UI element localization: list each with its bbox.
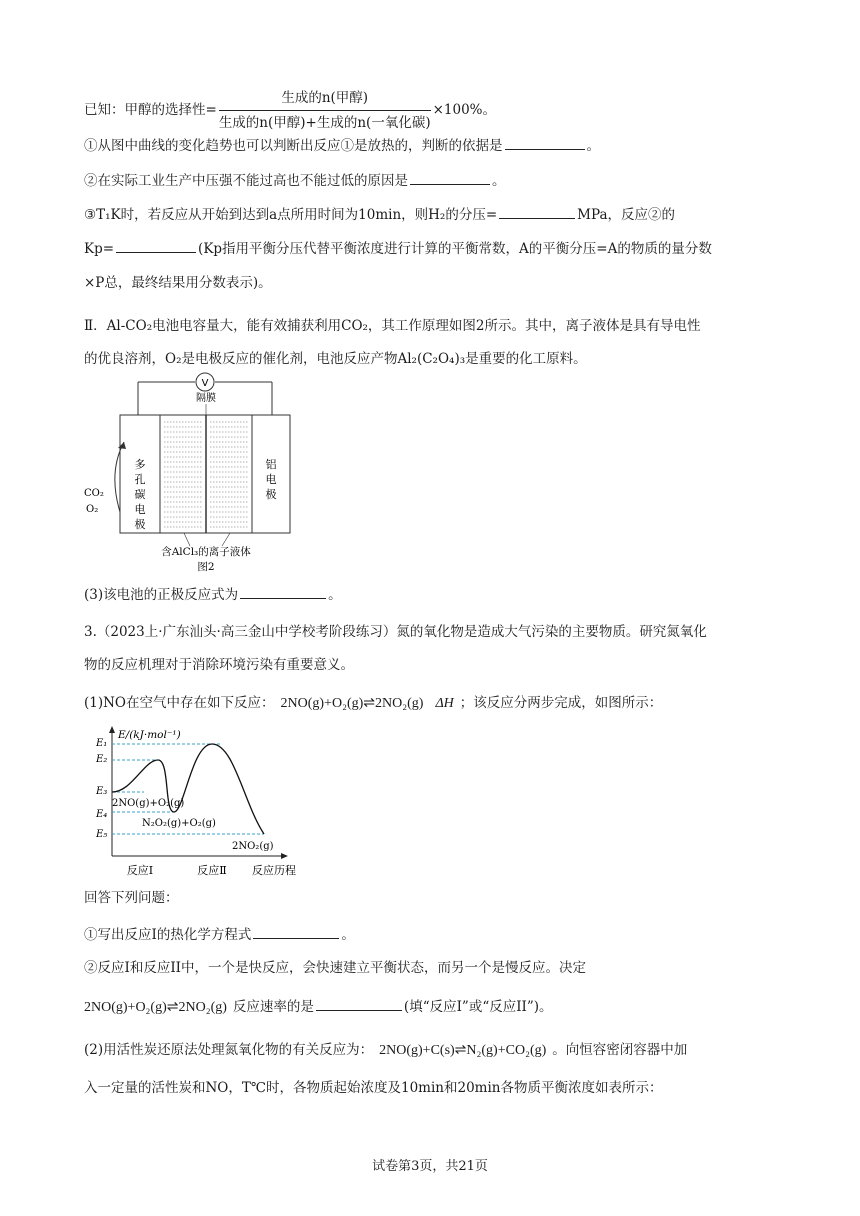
svg-text:多: 多 — [134, 458, 146, 471]
answer-blank[interactable] — [499, 204, 575, 219]
problem-3-part-2-cont: 入一定量的活性炭和NO，T℃时，各物质起始浓度及10min和20min各物质平衡浓度如表所示： — [84, 1080, 663, 1096]
answer-blank[interactable] — [116, 238, 196, 253]
question-3: ③T₁K时，若反应从开始到达到a点所用时间为10min，则H₂的分压= MPa，反应②的 — [84, 204, 675, 225]
svg-text:碳: 碳 — [134, 488, 146, 501]
problem-3-q2-cont: 2NO(g)+O₂(g)⇌2NO₂(g) 反应速率的是 (填“反应I”或“反应II”)。 — [84, 996, 553, 1018]
figure-caption: 图2 — [197, 561, 215, 573]
question-3-note: ×P总，最终结果用分数表示)。 — [84, 275, 272, 291]
x-label-reaction-2: 反应Ⅱ — [197, 864, 227, 877]
question-2: ②在实际工业生产中压强不能过高也不能过低的原因是 。 — [84, 170, 506, 191]
battery-diagram — [80, 372, 320, 577]
problem-3-part-1: (1)NO在空气中存在如下反应： 2NO(g)+O₂(g)⇌2NO₂(g) ΔH ；该反应分两步完成，如图所示： — [84, 695, 663, 711]
selectivity-fraction: $\frac{\text{生成的n(甲醇)}}{\text{生成的n(甲醇)+生成的n(一氧化碳)}}$ — [218, 90, 431, 131]
question-1: ①从图中曲线的变化趋势也可以判断出反应①是放热的，判断的依据是 。 — [84, 135, 600, 156]
svg-text:E₂: E₂ — [96, 754, 108, 765]
ionic-liquid-label: 含AlCl₃的离子液体 — [161, 546, 251, 558]
carbon-electrode-label — [135, 458, 146, 531]
co2-label: CO₂ — [84, 488, 104, 499]
answer-blank[interactable] — [240, 584, 326, 599]
svg-text:E₅: E₅ — [96, 829, 108, 840]
state-intermediate: N₂O₂(g)+O₂(g) — [142, 818, 216, 829]
answer-blank[interactable] — [410, 170, 490, 185]
problem-3-q1: ①写出反应I的热化学方程式 。 — [84, 924, 355, 945]
energy-level-labels — [95, 738, 107, 840]
svg-text:极: 极 — [265, 488, 277, 501]
page-footer: 试卷第3页，共21页 — [372, 1159, 488, 1174]
problem-3-part-2: (2)用活性炭还原法处理氮氧化物的有关反应为： 2NO(g)+C(s)⇌N₂(g)+CO₂(g) 。向恒容密闭容器中加 — [84, 1042, 688, 1058]
battery-question: (3)该电池的正极反应式为 。 — [84, 584, 342, 605]
answer-blank[interactable] — [316, 996, 402, 1011]
answer-blank[interactable] — [253, 924, 339, 939]
problem-3-title-cont: 物的反应机理对于消除环境污染有重要意义。 — [84, 657, 354, 673]
reaction-equation: 2NO(g)+O₂(g)⇌2NO₂(g) — [280, 696, 424, 711]
svg-text:E₃: E₃ — [96, 786, 108, 797]
voltmeter-label: V — [201, 378, 209, 389]
o2-label: O₂ — [86, 504, 99, 515]
energy-profile-diagram — [84, 724, 314, 884]
x-label-reaction-1: 反应Ⅰ — [126, 864, 154, 877]
reaction-equation: 2NO(g)+C(s)⇌N₂(g)+CO₂(g) — [379, 1043, 547, 1058]
known-formula: 已知：甲醇的选择性= $\frac{\text{生成的n(甲醇)}}{\text{生成的n(甲醇)+生成的n(一氧化碳)}}$ ×100%。 — [84, 90, 497, 131]
x-axis-title: 反应历程 — [252, 864, 296, 877]
problem-3-title: 3.（2023上·广东汕头·高三金山中学校考阶段练习）氮的氧化物是造成大气污染的主要物质。研究氮氧化 — [84, 624, 707, 640]
question-3-cont: Kp= (Kp指用平衡分压代替平衡浓度进行计算的平衡常数，A的平衡分压=A的物质的量分数 — [84, 238, 712, 259]
svg-text:E₄: E₄ — [96, 809, 108, 820]
svg-text:极: 极 — [134, 518, 146, 531]
membrane-label: 隔膜 — [196, 393, 216, 404]
gas-arrow-icon — [115, 442, 124, 512]
svg-text:铝: 铝 — [265, 458, 277, 471]
svg-text:E₁: E₁ — [96, 738, 108, 749]
answer-intro: 回答下列问题： — [84, 890, 179, 906]
svg-text:电: 电 — [134, 503, 146, 516]
part-2-intro-cont: 的优良溶剂，O₂是电极反应的催化剂，电池反应产物Al₂(C₂O₄)₃是重要的化工原料。 — [84, 351, 587, 367]
svg-text:电: 电 — [265, 473, 277, 486]
state-product: 2NO₂(g) — [232, 841, 274, 852]
y-axis-label: E/(kJ·mol⁻¹) — [118, 729, 181, 741]
svg-text:孔: 孔 — [134, 473, 146, 486]
part-2-intro: Ⅱ．Al-CO₂电池电容量大，能有效捕获利用CO₂，其工作原理如图2所示。其中，离子液体是具有导电性 — [84, 318, 701, 334]
answer-blank[interactable] — [505, 135, 585, 150]
reaction-equation: 2NO(g)+O₂(g)⇌2NO₂(g) — [84, 1000, 227, 1015]
problem-3-q2: ②反应I和反应II中，一个是快反应，会快速建立平衡状态，而另一个是慢反应。决定 — [84, 960, 586, 976]
aluminum-electrode-label — [266, 458, 277, 501]
state-reactants: 2NO(g)+O₂(g) — [112, 798, 185, 809]
